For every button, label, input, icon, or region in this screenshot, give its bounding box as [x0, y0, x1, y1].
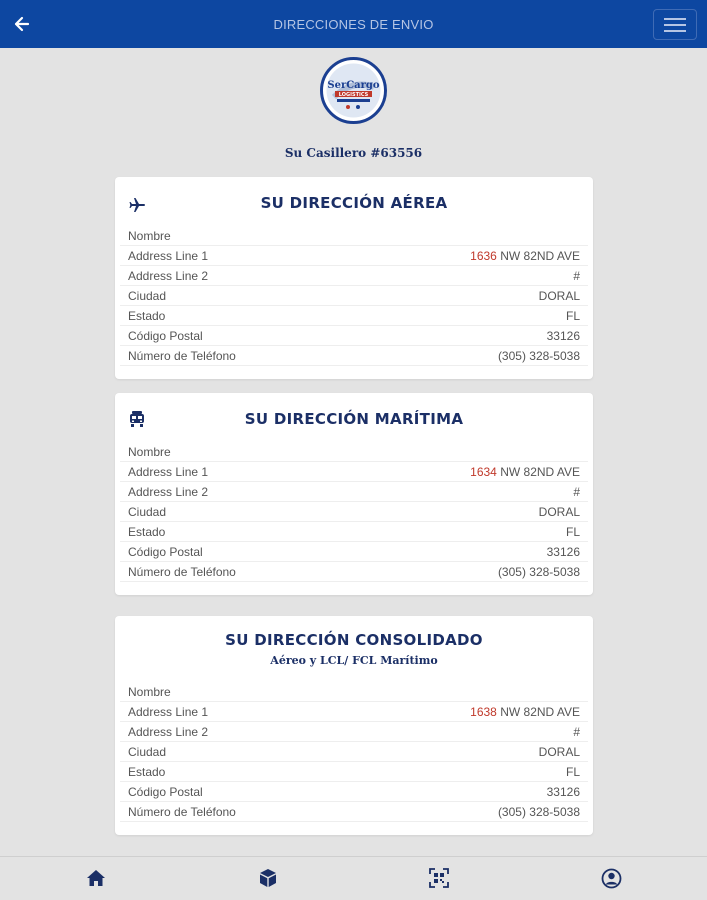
row-address-line-2: Address Line 2 #: [120, 482, 588, 502]
row-estado: Estado FL: [120, 762, 588, 782]
air-address-rows: [120, 226, 588, 366]
app-header: [0, 0, 707, 48]
nav-profile[interactable]: [600, 867, 622, 889]
consolidated-address-title: SU DIRECCIÓN CONSOLIDADO: [225, 631, 483, 649]
row-estado: Estado FL: [120, 522, 588, 542]
svg-text:LOGISTICS: LOGISTICS: [338, 92, 369, 98]
user-profile-icon: [601, 868, 622, 889]
company-logo: [320, 57, 387, 124]
row-address-line-2: Address Line 2 #: [120, 266, 588, 286]
back-button[interactable]: [8, 10, 36, 38]
row-ciudad: Ciudad DORAL: [120, 286, 588, 306]
air-address-title: SU DIRECCIÓN AÉREA: [260, 194, 448, 212]
row-ciudad: Ciudad DORAL: [120, 502, 588, 522]
package-icon: [258, 868, 278, 888]
row-ciudad: Ciudad DORAL: [120, 742, 588, 762]
page-title: DIRECCIONES DE ENVIO: [273, 16, 434, 32]
row-telefono: Número de Teléfono (305) 328-5038: [120, 802, 588, 822]
nav-qr-scan[interactable]: [428, 867, 450, 889]
svg-text:SerCargo: SerCargo: [327, 80, 380, 91]
sea-address-title: SU DIRECCIÓN MARÍTIMA: [244, 410, 464, 428]
row-address-line-1: Address Line 1 1636 NW 82ND AVE: [120, 246, 588, 266]
consolidated-address-rows: [120, 682, 588, 822]
consolidated-address-card: [115, 616, 593, 835]
row-nombre: Nombre: [120, 226, 588, 246]
row-address-line-1: Address Line 1 1634 NW 82ND AVE: [120, 462, 588, 482]
nav-home[interactable]: [85, 867, 107, 889]
row-telefono: Número de Teléfono (305) 328-5038: [120, 562, 588, 582]
air-address-card: [115, 177, 593, 379]
row-codigo-postal: Código Postal 33126: [120, 782, 588, 802]
nav-packages[interactable]: [257, 867, 279, 889]
row-telefono: Número de Teléfono (305) 328-5038: [120, 346, 588, 366]
row-codigo-postal: Código Postal 33126: [120, 542, 588, 562]
sea-address-rows: [120, 442, 588, 582]
hamburger-menu-icon: [664, 17, 686, 33]
qr-scan-icon: [429, 868, 449, 888]
home-icon: [86, 868, 106, 888]
bottom-navigation: [0, 856, 707, 900]
row-address-line-2: Address Line 2 #: [120, 722, 588, 742]
arrow-left-icon: [14, 16, 30, 32]
row-estado: Estado FL: [120, 306, 588, 326]
locker-number: Su Casillero #63556: [284, 146, 423, 160]
row-nombre: Nombre: [120, 682, 588, 702]
menu-button[interactable]: [653, 9, 697, 40]
row-address-line-1: Address Line 1 1638 NW 82ND AVE: [120, 702, 588, 722]
row-nombre: Nombre: [120, 442, 588, 462]
sea-address-card: [115, 393, 593, 595]
row-codigo-postal: Código Postal 33126: [120, 326, 588, 346]
consolidated-address-subtitle: Aéreo y LCL/ FCL Marítimo: [270, 654, 438, 667]
